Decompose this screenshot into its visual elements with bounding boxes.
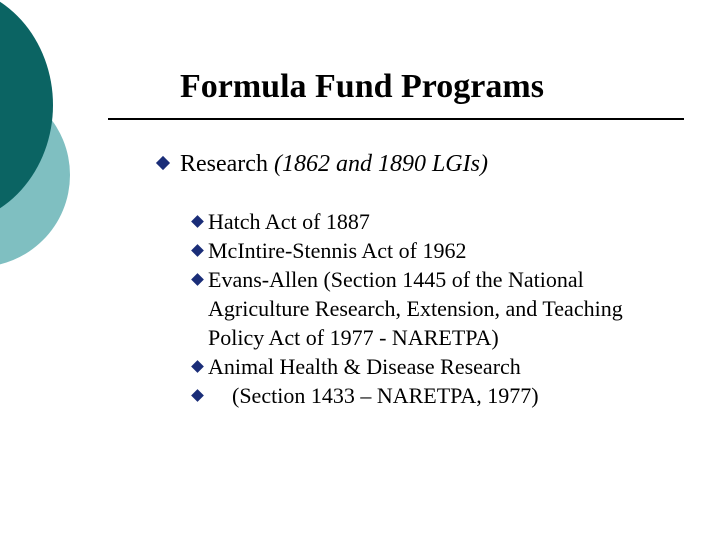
sub-item-text: McIntire-Stennis Act of 1962	[208, 238, 467, 263]
sub-item	[192, 236, 672, 265]
diamond-bullet-icon	[191, 273, 204, 286]
sub-item-text: Hatch Act of 1887	[208, 209, 370, 234]
slide-title: Formula Fund Programs	[180, 68, 544, 105]
diamond-bullet-icon	[156, 156, 170, 170]
sub-item	[192, 381, 672, 410]
diamond-bullet-icon	[191, 360, 204, 373]
main-item-label: Research	[180, 151, 268, 177]
sub-item	[192, 265, 672, 352]
sub-item-text: (Section 1433 – NARETPA, 1977)	[232, 383, 539, 408]
sub-item-text: Evans-Allen (Section 1445 of the National Agriculture Research, Extension, and Teaching Policy Act of 1977 - NARETPA)	[208, 267, 623, 350]
diamond-bullet-icon	[191, 244, 204, 257]
diamond-bullet-icon	[191, 215, 204, 228]
sub-item-text: Animal Health & Disease Research	[208, 354, 521, 379]
sub-item	[192, 207, 672, 236]
sub-bullet-list	[192, 207, 672, 410]
main-item-detail: (1862 and 1890 LGIs)	[273, 151, 488, 177]
title-divider	[108, 118, 684, 120]
main-bullet-item	[158, 148, 488, 180]
sub-item	[192, 352, 672, 381]
decorative-circles	[0, 0, 80, 300]
diamond-bullet-icon	[191, 389, 204, 402]
